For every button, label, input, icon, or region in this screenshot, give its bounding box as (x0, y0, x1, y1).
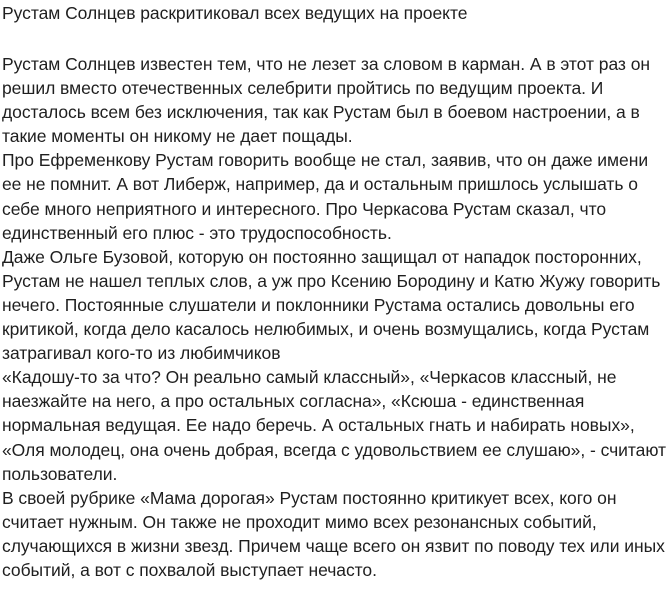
article-title: Рустам Солнцев раскритиковал всех ведущих на проекте (2, 3, 468, 23)
article-paragraph-1: Рустам Солнцев известен тем, что не лезет за словом в карман. А в этот раз он решил вместо отечественных селебрити пройтись по ведущим проекта. И досталось всем без исключения, так как Рустам был в боевом настроении, а в такие моменты он никому не дает пощады. (2, 54, 651, 147)
article (2, 1, 666, 582)
article-paragraph-4: «Кадошу-то за что? Он реально самый классный», «Черкасов классный, не наезжайте на него, а про остальных согласна», «Ксюша - единственная нормальная ведущая. Ее надо беречь. А остальных гнать и набирать новых», «Оля молодец, она очень добрая, всегда с удовольствием ее слушаю», - считают пользователи. (2, 367, 666, 484)
article-paragraph-2: Про Ефременкову Рустам говорить вообще не стал, заявив, что он даже имени ее не помнит. А вот Либерж, например, да и остальным пришлось услышать о себе много неприятного и интересного. Про Черкасова Рустам сказал, что единственный его плюс - это трудоспособность. (2, 150, 649, 243)
article-paragraph-5: В своей рубрике «Мама дорогая» Рустам постоянно критикует всех, кого он считает нужным. Он также не проходит мимо всех резонансных событий, случающихся в жизни звезд. Причем чаще всего он язвит по поводу тех или иных событий, а вот с похвалой выступает нечасто. (2, 487, 665, 580)
article-paragraph-3: Даже Ольге Бузовой, которую он постоянно защищал от нападок посторонних, Рустам не нашел теплых слов, а уж про Ксению Бородину и Катю Жужу говорить нечего. Постоянные слушатели и поклонники Рустама остались довольны его критикой, когда дело касалось нелюбимых, и очень возмущались, когда Рустам затрагивал кого-то из любимчиков (2, 246, 661, 364)
